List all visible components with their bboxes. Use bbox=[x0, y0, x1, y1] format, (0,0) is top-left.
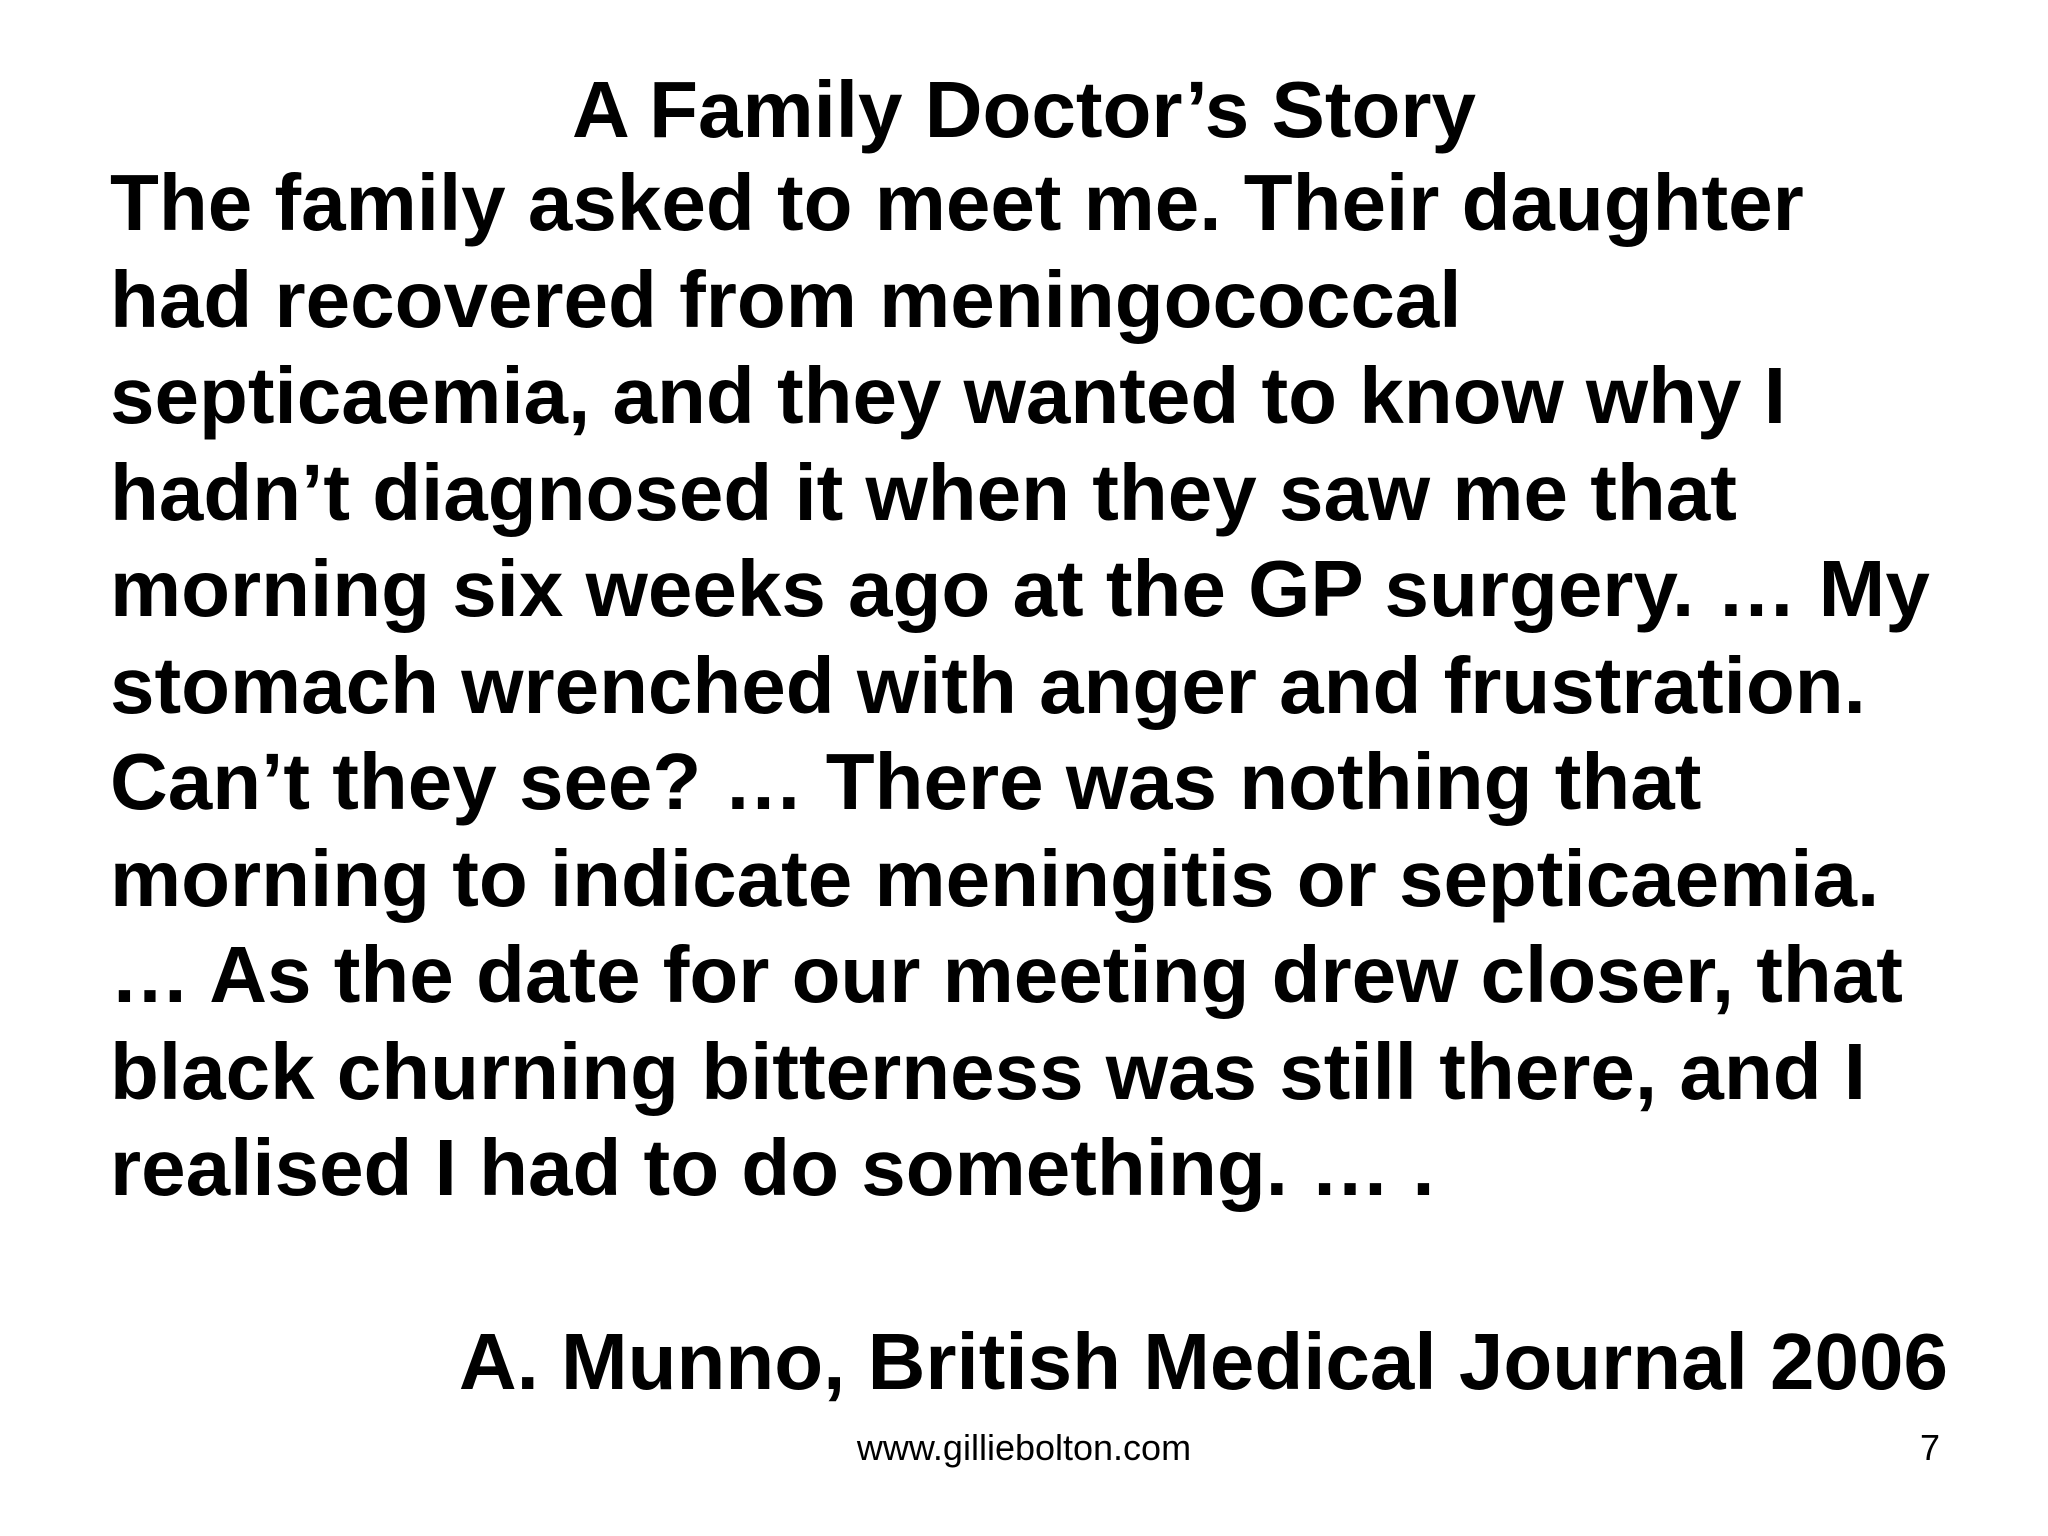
citation: A. Munno, British Medical Journal 2006 bbox=[458, 1317, 1948, 1406]
body-line: Can’t they see? … There was nothing that bbox=[110, 737, 1702, 826]
body-line: had recovered from meningococcal bbox=[110, 254, 1462, 344]
body-line: hadn’t diagnosed it when they saw me that bbox=[110, 447, 1737, 537]
body-line: The family asked to meet me. Their daughter bbox=[110, 158, 1804, 247]
body-line: black churning bitterness was still there, and I bbox=[110, 1026, 1867, 1116]
story-body bbox=[110, 155, 2010, 1217]
body-line: stomach wrenched with anger and frustration. bbox=[110, 640, 1866, 730]
body-line: morning to indicate meningitis or septicaemia. bbox=[110, 833, 1880, 923]
body-line: realised I had to do something. … . bbox=[110, 1123, 1435, 1212]
slide-title: A Family Doctor’s Story bbox=[572, 65, 1476, 154]
page-number: 7 bbox=[1919, 1427, 1940, 1468]
body-line: morning six weeks ago at the GP surgery. … My bbox=[110, 544, 1930, 633]
footer-url: www.gilliebolton.com bbox=[856, 1427, 1192, 1468]
body-line: … As the date for our meeting drew closer, that bbox=[110, 930, 1903, 1019]
body-line: septicaemia, and they wanted to know why I bbox=[110, 351, 1786, 440]
